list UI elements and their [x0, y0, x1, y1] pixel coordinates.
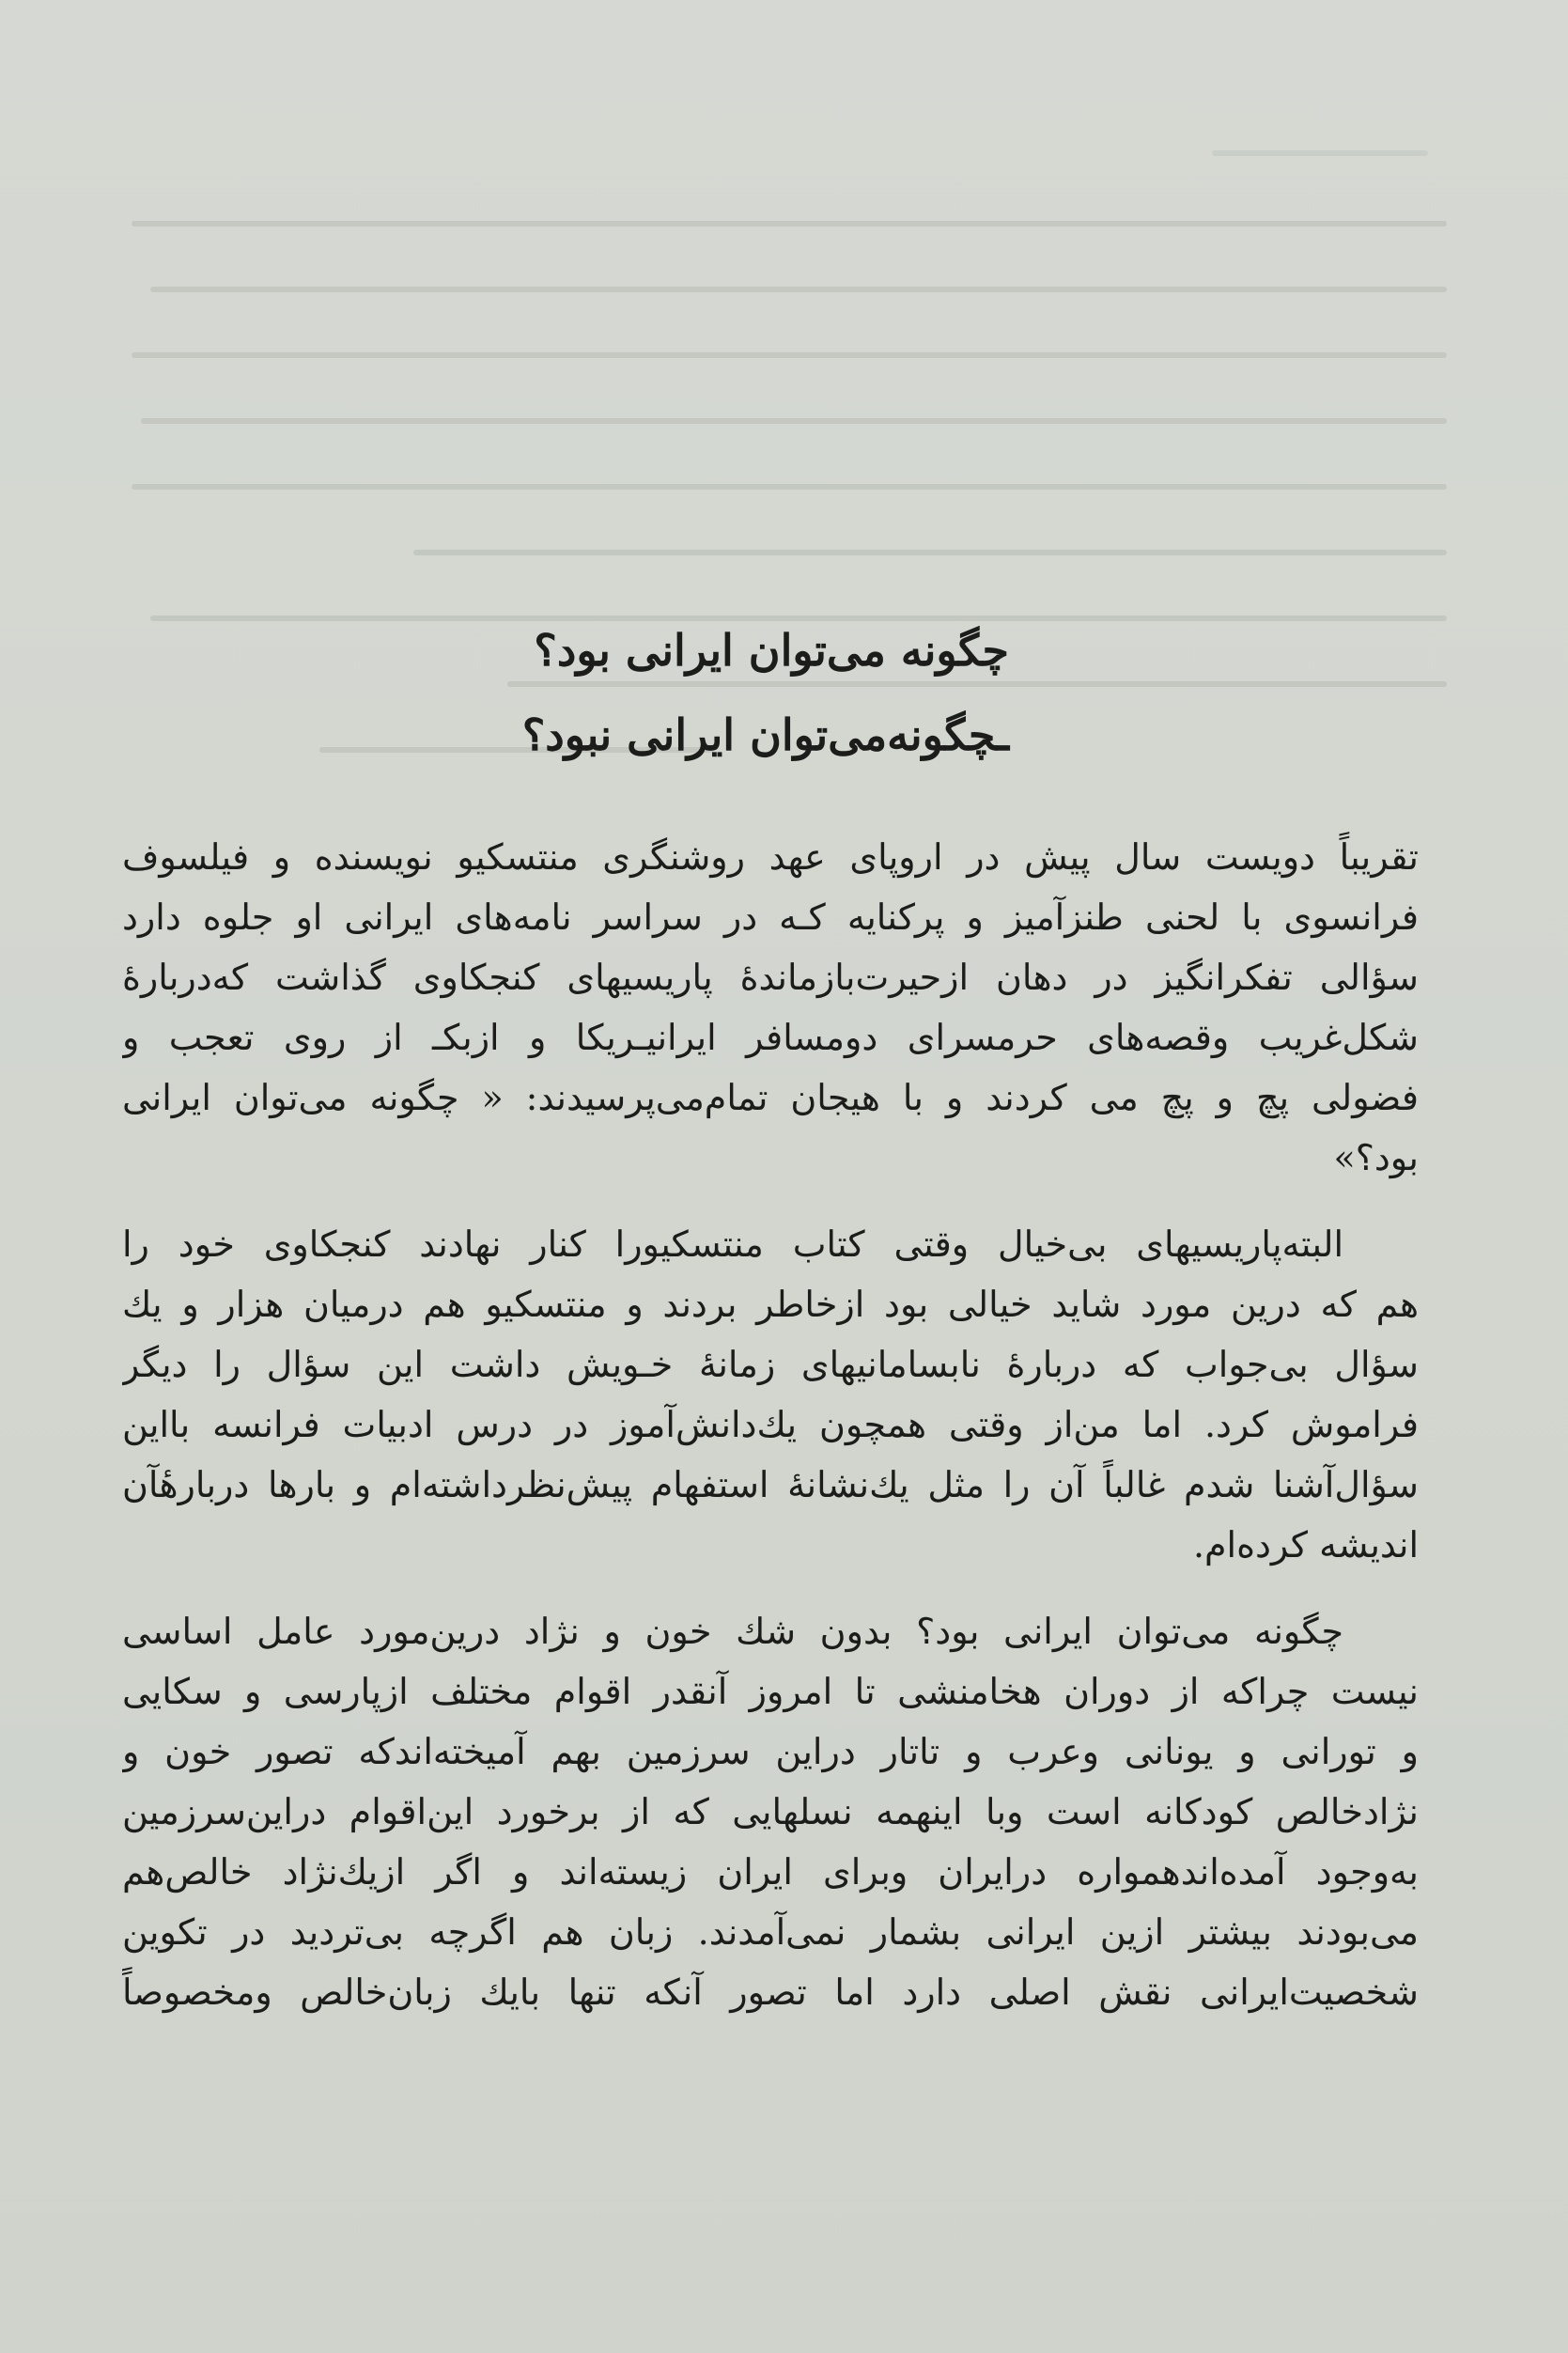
body-text	[122, 827, 1419, 2022]
text-line: تقریباً دویست سال پیش در اروپای عهد روشنگری منتسکیو نویسنده و فیلسوف	[122, 836, 1419, 878]
heading-line-1: چگونه می‌توان ایرانی بود؟	[534, 625, 1009, 676]
paragraph-3	[122, 1601, 1419, 2022]
text-line: به‌وجود آمده‌اندهمواره درایران وبرای ایران زیسته‌اند و اگر ازیك‌نژاد خالص‌هم	[122, 1851, 1419, 1893]
text-line: فرانسوی با لحنی طنزآمیز و پرکنایه کـه در سراسر نامه‌های ایرانی او جلوه دارد	[122, 896, 1419, 938]
paragraph-2	[122, 1214, 1419, 1575]
heading-line-2: ـچگونه‌می‌توان ایرانی نبود؟	[521, 709, 1009, 760]
text-line: اندیشه کرده‌ام.	[1192, 1524, 1419, 1566]
text-line: سؤال بی‌جواب که دربارهٔ نابسامانیهای زمانهٔ خـویش داشت این سؤال را دیگر	[122, 1344, 1419, 1385]
text-line: شخصیت‌ایرانی نقش اصلی دارد اما تصور آنکه تنها بایك زبان‌خالص ومخصوصاً	[122, 1971, 1419, 2013]
paragraph-1	[122, 827, 1419, 1188]
text-line: فضولی پچ و پچ می کردند و با هیجان تمام‌می‌پرسیدند: « چگونه می‌توان ایرانی	[122, 1077, 1419, 1118]
text-line: و تورانی و یونانی وعرب و تاتار دراین سرزمین بهم آمیخته‌اندکه تصور خون و	[122, 1731, 1419, 1772]
text-line: البته‌پاریسیهای بی‌خیال وقتی کتاب منتسکیورا کنار نهادند کنجکاوی خود را	[122, 1223, 1343, 1265]
show-through-text	[113, 122, 1447, 780]
text-line: نژادخالص کودکانه است وبا اینهمه نسلهایی که از برخورد این‌اقوام دراین‌سرزمین	[122, 1791, 1419, 1832]
text-line: می‌بودند بیشتر ازین ایرانی بشمار نمی‌آمدند. زبان هم اگرچه بی‌تردید در تکوین	[122, 1911, 1419, 1953]
text-line: شکل‌غریب وقصه‌های حرمسرای دومسافر ایرانیـریکا و ازبکـ از روی تعجب و	[122, 1017, 1419, 1058]
text-line: سؤالی تفکرانگیز در دهان ازحیرت‌بازماندهٔ پاریسیهای کنجکاوی گذاشت که‌دربارهٔ	[122, 957, 1419, 998]
text-line: چگونه می‌توان ایرانی بود؟ بدون شك خون و نژاد درین‌مورد عامل اساسی	[122, 1611, 1343, 1652]
text-line: سؤال‌آشنا شدم غالباً آن را مثل یك‌نشانهٔ استفهام پیش‌نظرداشته‌ام و بارها دربارهٔآن	[122, 1464, 1419, 1505]
text-line: بود؟»	[1333, 1137, 1419, 1178]
text-line: نیست چراکه از دوران هخامنشی تا امروز آنقدر اقوام مختلف ازپارسی و سکایی	[122, 1671, 1419, 1712]
text-line: هم که درین مورد شاید خیالی بود ازخاطر بردند و منتسکیو هم درمیان هزار و یك	[122, 1284, 1419, 1325]
text-line: فراموش کرد. اما من‌از وقتی همچون یك‌دانش‌آموز در درس ادبیات فرانسه بااین	[122, 1404, 1419, 1445]
